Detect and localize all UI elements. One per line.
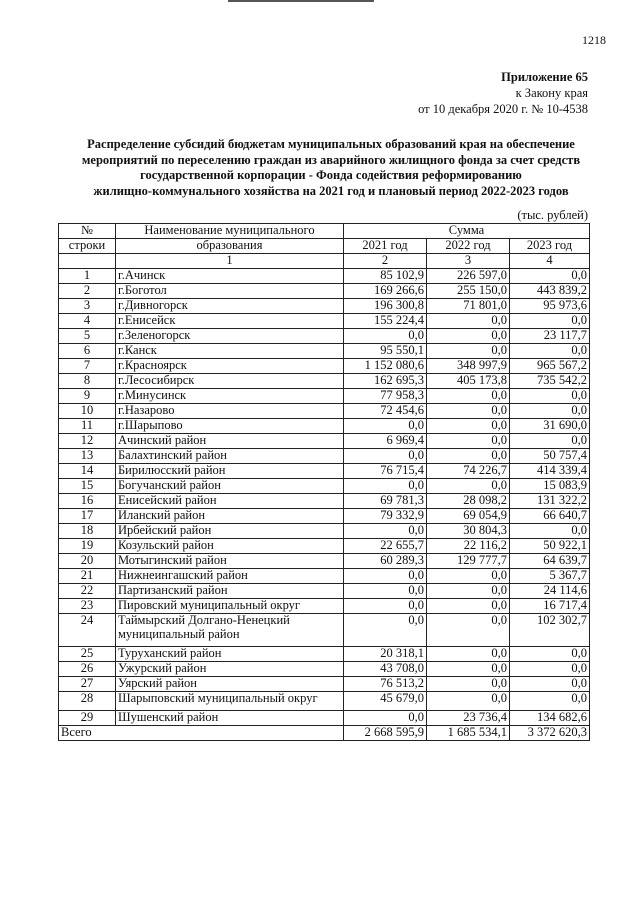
row-number: 1 [59,269,116,284]
row-number: 7 [59,359,116,374]
column-index-row [59,254,590,269]
table-row [59,614,590,647]
table-row [59,449,590,464]
row-value-2023: 15 083,9 [510,479,590,494]
row-value-2022: 28 098,2 [427,494,510,509]
row-value-2022: 30 804,3 [427,524,510,539]
row-value-2023: 0,0 [510,434,590,449]
row-value-2023: 735 542,2 [510,374,590,389]
row-value-2022: 0,0 [427,479,510,494]
row-number: 3 [59,299,116,314]
row-municipality: г.Лесосибирск [116,374,344,389]
row-number: 9 [59,389,116,404]
row-municipality: Нижнеингашский район [116,569,344,584]
row-value-2021: 0,0 [344,584,427,599]
row-value-2021: 85 102,9 [344,269,427,284]
row-value-2021: 77 958,3 [344,389,427,404]
index-cell-empty [59,254,116,269]
table-row [59,329,590,344]
row-value-2023: 134 682,6 [510,711,590,726]
row-value-2023: 0,0 [510,314,590,329]
row-value-2022: 348 997,9 [427,359,510,374]
row-value-2023: 5 367,7 [510,569,590,584]
index-cell: 2 [344,254,427,269]
table-row [59,509,590,524]
index-cell: 3 [427,254,510,269]
row-number: 22 [59,584,116,599]
row-value-2023: 965 567,2 [510,359,590,374]
table-row [59,299,590,314]
table-row [59,419,590,434]
row-value-2022: 0,0 [427,662,510,677]
row-municipality: Туруханский район [116,647,344,662]
total-row [59,726,590,741]
row-number: 20 [59,554,116,569]
row-value-2021: 1 152 080,6 [344,359,427,374]
row-value-2021: 169 266,6 [344,284,427,299]
title-line: Распределение субсидий бюджетам муниципальных образований края на обеспечение [87,137,575,151]
row-value-2021: 43 708,0 [344,662,427,677]
appendix-date: от 10 декабря 2020 г. № 10-4538 [418,102,588,116]
header-2022: 2022 год [427,239,510,254]
row-municipality: Ирбейский район [116,524,344,539]
row-municipality: г.Шарыпово [116,419,344,434]
row-municipality: Шарыповский муниципальный округ [116,692,344,711]
row-value-2022: 0,0 [427,419,510,434]
row-value-2022: 0,0 [427,647,510,662]
header-name-line2: образования [116,239,344,254]
row-value-2023: 0,0 [510,692,590,711]
row-number: 4 [59,314,116,329]
row-municipality: Козульский район [116,539,344,554]
row-value-2021: 95 550,1 [344,344,427,359]
row-value-2023: 24 114,6 [510,584,590,599]
row-value-2021: 60 289,3 [344,554,427,569]
table-row [59,692,590,711]
appendix-reference [418,69,588,117]
row-value-2021: 20 318,1 [344,647,427,662]
row-value-2023: 0,0 [510,344,590,359]
row-number: 11 [59,419,116,434]
row-value-2021: 155 224,4 [344,314,427,329]
row-number: 27 [59,677,116,692]
row-value-2022: 129 777,7 [427,554,510,569]
header-row [59,224,590,239]
row-value-2023: 66 640,7 [510,509,590,524]
row-value-2022: 0,0 [427,614,510,647]
row-value-2021: 72 454,6 [344,404,427,419]
row-value-2021: 162 695,3 [344,374,427,389]
table-row [59,344,590,359]
row-municipality: Партизанский район [116,584,344,599]
header-row [59,239,590,254]
row-municipality: Балахтинский район [116,449,344,464]
row-value-2022: 74 226,7 [427,464,510,479]
row-value-2023: 64 639,7 [510,554,590,569]
row-number: 13 [59,449,116,464]
row-value-2022: 0,0 [427,677,510,692]
row-value-2023: 95 973,6 [510,299,590,314]
row-number: 16 [59,494,116,509]
row-value-2021: 0,0 [344,614,427,647]
row-municipality: г.Назарово [116,404,344,419]
row-number: 5 [59,329,116,344]
row-number: 19 [59,539,116,554]
row-number: 28 [59,692,116,711]
table-row [59,677,590,692]
total-value-2021: 2 668 595,9 [344,726,427,741]
row-municipality: Таймырский Долгано-Ненецкий муниципальный район [116,614,344,647]
row-municipality: г.Ачинск [116,269,344,284]
table-row [59,374,590,389]
row-number: 21 [59,569,116,584]
row-value-2022: 0,0 [427,329,510,344]
row-value-2023: 0,0 [510,662,590,677]
header-sum: Сумма [344,224,590,239]
row-value-2023: 23 117,7 [510,329,590,344]
row-municipality: Ужурский район [116,662,344,677]
table-row [59,269,590,284]
row-value-2021: 0,0 [344,524,427,539]
row-municipality: Иланский район [116,509,344,524]
row-number: 24 [59,614,116,647]
row-value-2023: 0,0 [510,389,590,404]
row-municipality: г.Канск [116,344,344,359]
row-value-2023: 443 839,2 [510,284,590,299]
header-no: № [59,224,116,239]
table-row [59,647,590,662]
row-value-2023: 31 690,0 [510,419,590,434]
row-value-2021: 0,0 [344,569,427,584]
appendix-law: к Закону края [515,86,588,100]
row-value-2023: 131 322,2 [510,494,590,509]
row-value-2022: 226 597,0 [427,269,510,284]
row-number: 15 [59,479,116,494]
row-number: 8 [59,374,116,389]
table-body [59,224,590,741]
row-value-2022: 0,0 [427,344,510,359]
total-value-2023: 3 372 620,3 [510,726,590,741]
row-value-2021: 69 781,3 [344,494,427,509]
row-municipality: Енисейский район [116,494,344,509]
top-scan-line [228,0,374,2]
table-row [59,584,590,599]
table-row [59,464,590,479]
row-value-2021: 0,0 [344,419,427,434]
row-value-2021: 0,0 [344,479,427,494]
row-value-2023: 102 302,7 [510,614,590,647]
page-number: 1218 [582,33,606,47]
row-value-2021: 79 332,9 [344,509,427,524]
total-value-2022: 1 685 534,1 [427,726,510,741]
row-municipality: Пировский муниципальный округ [116,599,344,614]
row-number: 2 [59,284,116,299]
row-value-2023: 414 339,4 [510,464,590,479]
header-name: Наименование муниципального [116,224,344,239]
row-value-2022: 0,0 [427,434,510,449]
table-row [59,434,590,449]
row-value-2023: 16 717,4 [510,599,590,614]
table-row [59,284,590,299]
row-value-2021: 45 679,0 [344,692,427,711]
row-number: 17 [59,509,116,524]
row-value-2023: 50 922,1 [510,539,590,554]
row-value-2021: 0,0 [344,449,427,464]
row-value-2021: 6 969,4 [344,434,427,449]
row-value-2021: 196 300,8 [344,299,427,314]
table-row [59,314,590,329]
row-value-2023: 0,0 [510,677,590,692]
row-value-2021: 0,0 [344,711,427,726]
row-value-2021: 0,0 [344,329,427,344]
row-municipality: г.Зеленогорск [116,329,344,344]
row-value-2022: 0,0 [427,584,510,599]
units-label: (тыс. рублей) [517,208,588,222]
row-municipality: Уярский район [116,677,344,692]
row-number: 18 [59,524,116,539]
title-line: мероприятий по переселению граждан из аварийного жилищного фонда за счет средств [81,152,581,167]
row-value-2021: 22 655,7 [344,539,427,554]
row-value-2023: 0,0 [510,524,590,539]
row-municipality: г.Минусинск [116,389,344,404]
row-value-2023: 0,0 [510,269,590,284]
header-2023: 2023 год [510,239,590,254]
row-municipality: Ачинский район [116,434,344,449]
table-row [59,539,590,554]
row-number: 29 [59,711,116,726]
row-value-2022: 23 736,4 [427,711,510,726]
row-number: 6 [59,344,116,359]
index-cell: 1 [116,254,344,269]
row-value-2022: 0,0 [427,449,510,464]
table-row [59,662,590,677]
table-row [59,524,590,539]
table-row [59,479,590,494]
row-value-2021: 76 513,2 [344,677,427,692]
total-label: Всего [59,726,344,741]
table-row [59,554,590,569]
row-municipality: г.Дивногорск [116,299,344,314]
document-title [48,137,614,199]
table-row [59,389,590,404]
row-value-2022: 405 173,8 [427,374,510,389]
row-value-2023: 0,0 [510,404,590,419]
table-row [59,404,590,419]
row-municipality: Шушенский район [116,711,344,726]
row-value-2022: 0,0 [427,389,510,404]
row-number: 14 [59,464,116,479]
row-municipality: Богучанский район [116,479,344,494]
row-value-2021: 76 715,4 [344,464,427,479]
row-value-2023: 0,0 [510,647,590,662]
row-municipality: Мотыгинский район [116,554,344,569]
title-line: жилищно-коммунального хозяйства на 2021 год и плановый период 2022-2023 годов [93,183,569,198]
row-value-2023: 50 757,4 [510,449,590,464]
subsidy-table [58,223,590,741]
appendix-title: Приложение 65 [501,70,588,84]
header-2021: 2021 год [344,239,427,254]
row-number: 25 [59,647,116,662]
header-no-line2: строки [59,239,116,254]
row-value-2022: 0,0 [427,692,510,711]
table-row [59,569,590,584]
table-row [59,359,590,374]
row-number: 12 [59,434,116,449]
row-value-2022: 0,0 [427,569,510,584]
table-row [59,599,590,614]
row-value-2022: 0,0 [427,599,510,614]
row-value-2022: 71 801,0 [427,299,510,314]
row-municipality: Бирилюсский район [116,464,344,479]
index-cell: 4 [510,254,590,269]
row-municipality: г.Боготол [116,284,344,299]
row-municipality: г.Енисейск [116,314,344,329]
row-value-2022: 22 116,2 [427,539,510,554]
table-row [59,494,590,509]
row-municipality: г.Красноярск [116,359,344,374]
row-value-2021: 0,0 [344,599,427,614]
row-value-2022: 0,0 [427,314,510,329]
row-number: 10 [59,404,116,419]
title-line: государственной корпорации - Фонда содействия реформированию [140,168,522,183]
row-number: 26 [59,662,116,677]
table-row [59,711,590,726]
row-value-2022: 69 054,9 [427,509,510,524]
row-value-2022: 0,0 [427,404,510,419]
row-value-2022: 255 150,0 [427,284,510,299]
row-number: 23 [59,599,116,614]
